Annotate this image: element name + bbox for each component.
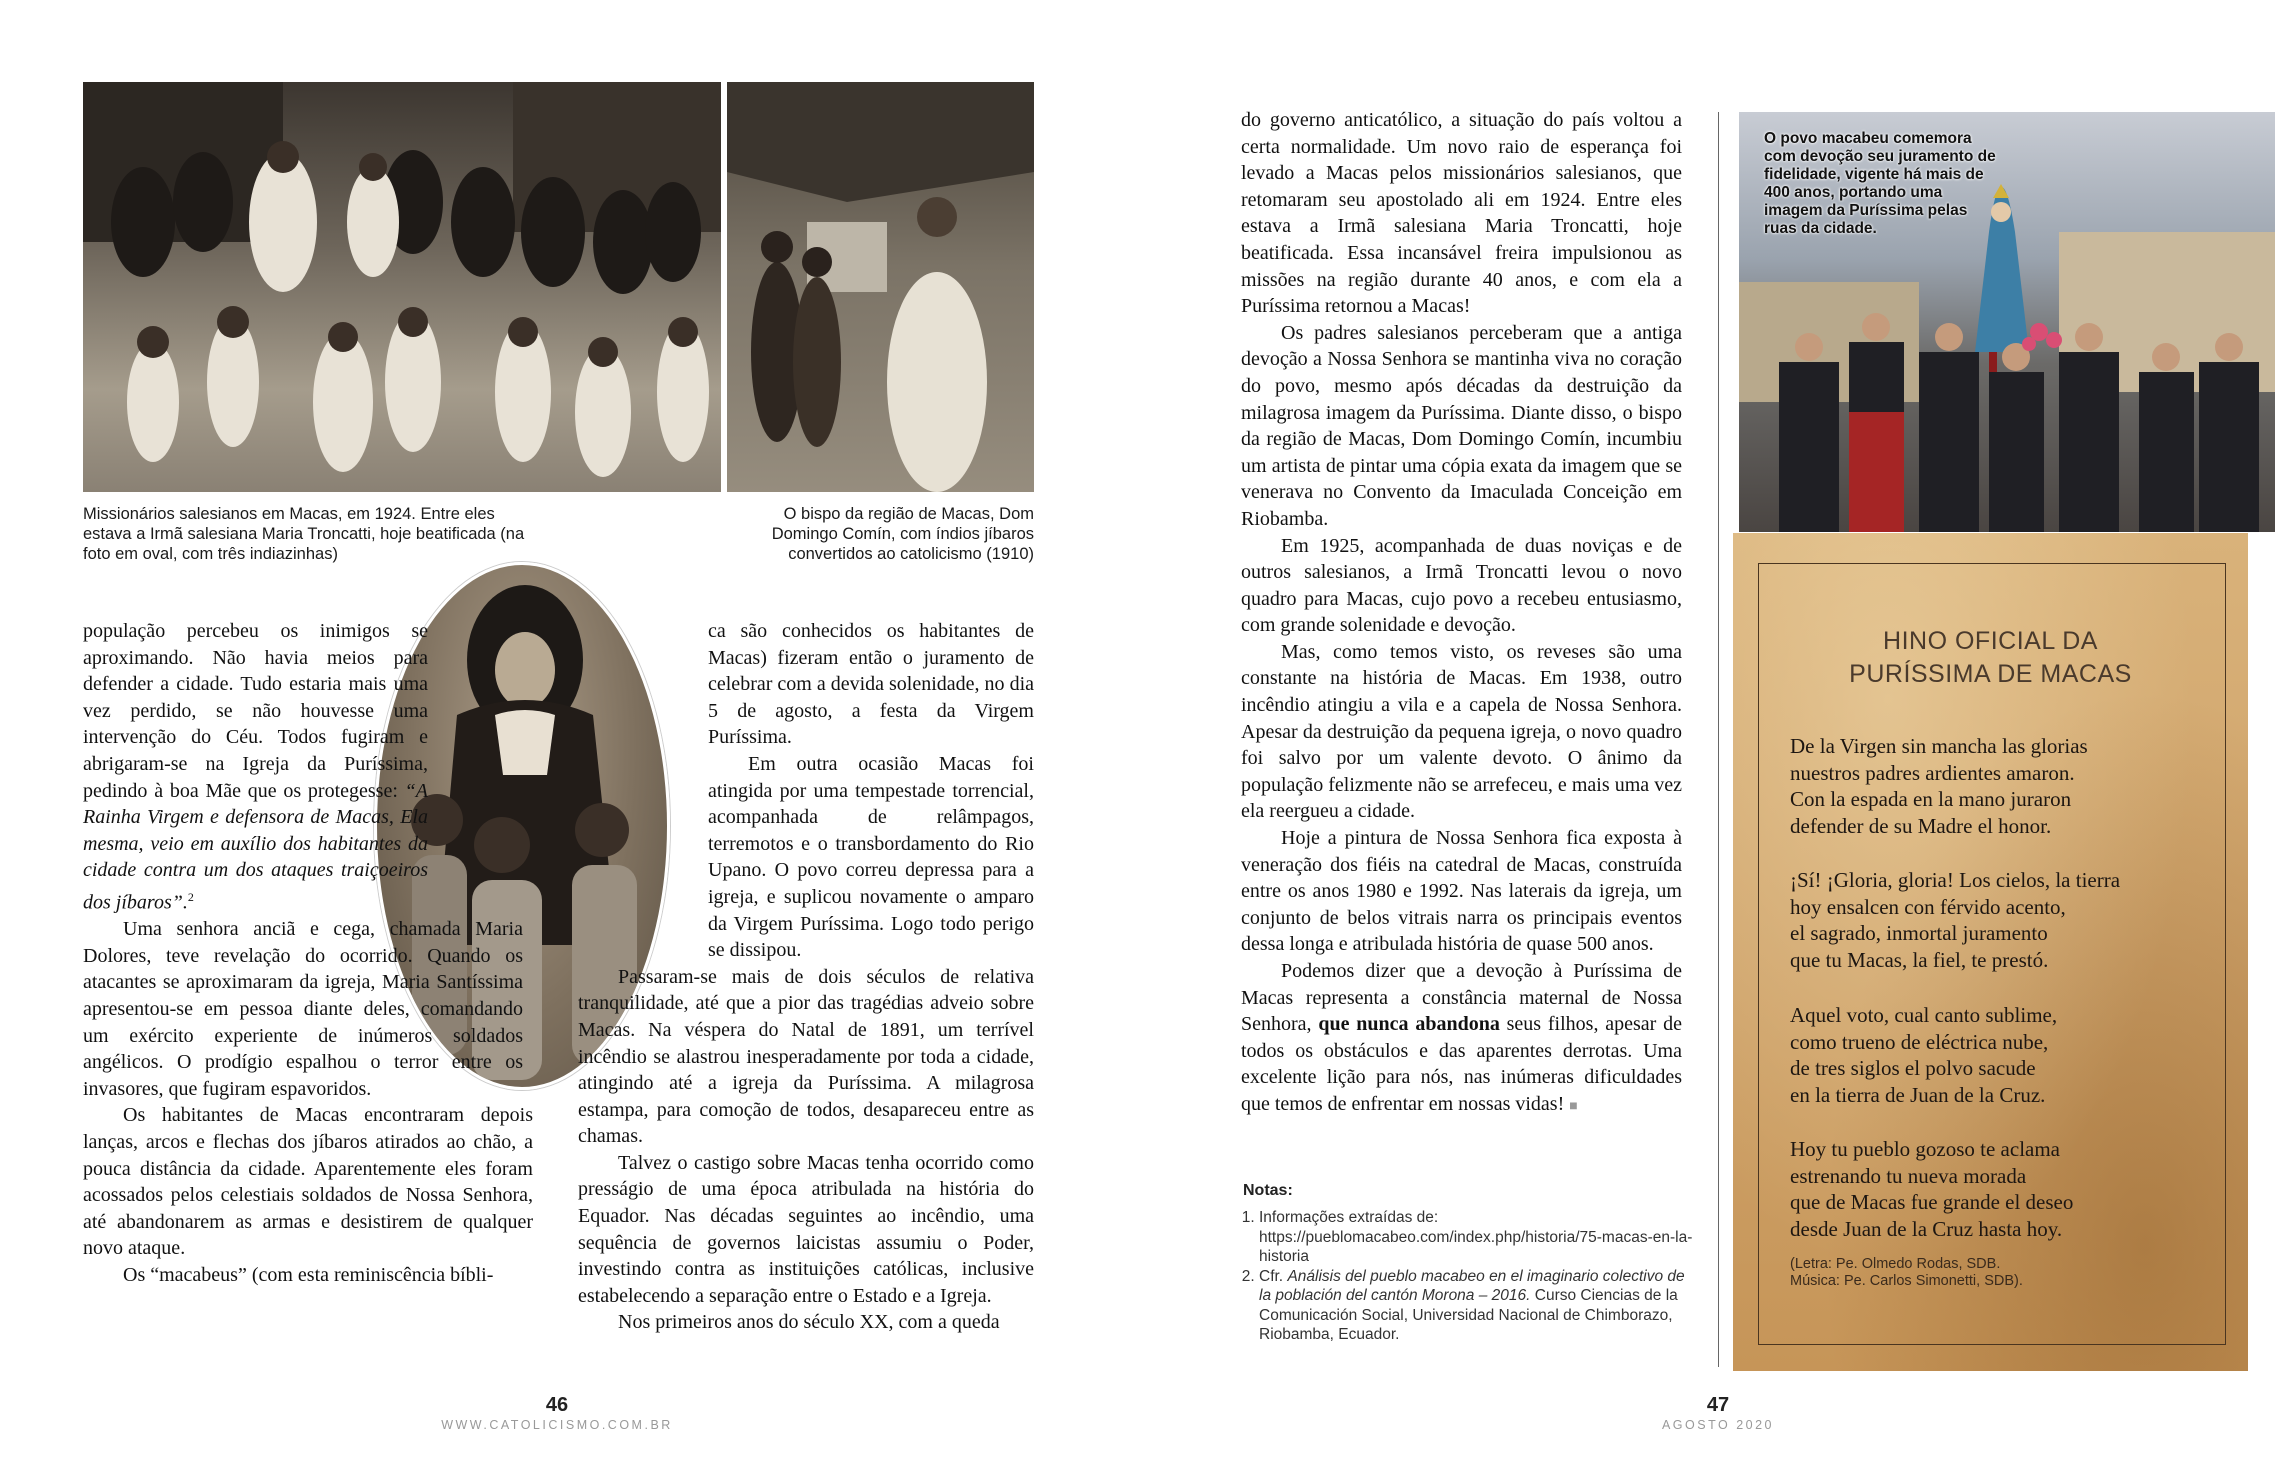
paragraph: [1241, 958, 1682, 1121]
missionaries-caption: Missionários salesianos em Macas, em 1924. Entre eles estava a Irmã salesiana Maria Troncatti, hoje beatificada (na foto em oval, com três indiazinhas): [83, 505, 525, 563]
page-number: 46: [545, 1394, 569, 1416]
bishop-caption: O bispo da região de Macas, Dom Domingo Comín, com índios jíbaros convertidos ao catolicismo (1910): [771, 505, 1034, 563]
paragraph-text: população percebeu os inimigos se aproximando. Não havia meios para defender a cidade. Tudo estaria mais uma vez perdido, se não houvesse uma intervenção do Céu. Todos fugiram e abrigaram-se na Igreja da Puríssima, pedindo à boa Mãe que os protegesse:: [83, 620, 428, 802]
hymn-line: como trueno de eléctrica nube,: [1790, 1029, 2049, 1054]
issue-date: AGOSTO 2020: [1661, 1418, 1775, 1432]
hymn-line: Hoy tu pueblo gozoso te aclama: [1790, 1137, 2061, 1161]
hymn-stanza: [1790, 1136, 2073, 1242]
column-divider: [1718, 112, 1719, 1367]
left-column-1: [83, 618, 533, 1289]
paragraph: Em 1925, acompanhada de duas noviças e de outros salesianos, a Irmã Troncatti levou o novo quadro para Macas, cujo povo a recebeu entusiasmo, com grande solenidade e devoção.: [1241, 534, 1682, 637]
procession-caption: O povo macabeu comemora com devoção seu juramento de fidelidade, vigente há mais de 400 anos, portando uma imagem da Puríssima pelas ruas da cidade.: [1764, 130, 1996, 237]
paragraph: Os “macabeus” (com esta reminiscência bíbli-: [123, 1263, 494, 1286]
paragraph: Passaram-se mais de dois séculos de relativa tranquilidade, até que a pior das tragédias adveio sobre Macas. Na véspera do Natal de 1891, um terrível incêndio se alastrou inesperadamente por toda a cidade, atingindo até a igreja da Puríssima. A milagrosa estampa, para comoção de todos, desapareceu entre as chamas.: [578, 965, 1034, 1148]
note-text: Curso Ciencias de la Comunicación Social, Universidad Nacional de Chimborazo, Riobamba, Ecuador.: [1259, 1287, 1678, 1343]
paragraph: Hoje a pintura de Nossa Senhora fica exposta à veneração dos fiéis na catedral de Macas, construída entre os anos 1980 e 1992. Nas laterais da igreja, um conjunto de belos vitrais narra os principais eventos dessa longa e atribulada história de quase 500 anos.: [1241, 827, 1682, 956]
paragraph: Em outra ocasião Macas foi atingida por uma tempestade torrencial, acompanhada de relâmpagos, terremotos e o transbordamento do Rio Upano. O povo correu depressa para a igreja, e suplicou novamente o amparo da Virgem Puríssima. Logo todo perigo se dissipou.: [708, 752, 1034, 962]
hymn-stanza: [1790, 733, 2088, 839]
paragraph: ca são conhecidos os habitantes de Macas) fizeram então o juramento de celebrar com a devida solenidade, no dia 5 de agosto, a festa da Virgem Puríssima.: [708, 620, 1034, 749]
hymn-credit: Música: Pe. Carlos Simonetti, SDB).: [1790, 1273, 2023, 1289]
hymn-line: que tu Macas, la fiel, te prestó.: [1790, 947, 2049, 972]
note-2: [1259, 1267, 1698, 1345]
end-mark: ■: [1569, 1098, 1578, 1114]
footnote-ref: 2: [187, 889, 194, 904]
notes: [1243, 1182, 1698, 1345]
paragraph: Os habitantes de Macas encontraram depois lanças, arcos e flechas dos jíbaros atirados ao chão, a pouca distância da cidade. Aparentemente eles foram acossados pelos celestiais soldados de Nossa Senhora, até abandonarem as armas e desistirem de qualquer novo ataque.: [83, 1104, 533, 1260]
hymn-line: estrenando tu nueva morada: [1790, 1163, 2027, 1188]
paragraph: Os padres salesianos perceberam que a antiga devoção a Nossa Senhora se mantinha viva no coração do povo, mesmo após décadas da destruição da milagrosa imagem da Puríssima. Diante disso, o bispo da região de Macas, Dom Domingo Comín, incumbiu um artista de pintar uma cópia exata da imagem que se venerava no Convento da Imaculada Conceição em Riobamba.: [1241, 321, 1682, 530]
paragraph: [83, 618, 533, 916]
hymn-line: hoy ensalcen con férvido acento,: [1790, 894, 2066, 919]
hymn-line: que de Macas fue grande el deseo: [1790, 1190, 2074, 1214]
left-folio: [437, 1394, 677, 1432]
missionaries-photo: [83, 82, 721, 492]
hymn-box: [1733, 533, 2248, 1371]
paragraph: do governo anticatólico, a situação do país voltou a certa normalidade. Um novo raio de esperança foi levado a Macas pelos missionários salesianos, que retomaram seu apostolado ali em 1924. Entre eles estava a Irmã salesiana Maria Troncatti, hoje beatificada. Essa incansável freira impulsionou as missões na região durante 40 anos, e com ela a Puríssima retornou a Macas!: [1241, 109, 1682, 318]
hymn-line: desde Juan de la Cruz hasta hoy.: [1790, 1216, 2063, 1241]
paragraph: Uma senhora anciã e cega, chamada Maria Dolores, teve revelação do ocorrido. Quando os atacantes se aproximaram da igreja, Maria Santíssima apresentou-se em pessoa diante deles, comandando um exército experiente de inúmeros soldados angélicos. O prodígio espalhou o terror entre os invasores, que fugiram espavoridos.: [83, 918, 523, 1100]
hymn-stanza: [1790, 867, 2120, 973]
hymn-line: en la tierra de Juan de la Cruz.: [1790, 1082, 2046, 1107]
note-italic: Análisis del pueblo macabeo en el imaginario colectivo de la población del cantón Morona – 2016.: [1259, 1267, 1685, 1304]
hymn-line: nuestros padres ardientes amaron.: [1790, 760, 2075, 785]
right-folio: [1598, 1394, 1838, 1432]
note-1: 1. Informações extraídas de: https://pueblomacabeo.com/index.php/historia/75-macas-en-la-historia: [1259, 1208, 1698, 1267]
procession-photo: [1739, 112, 2275, 532]
left-column-2: [578, 618, 1034, 1336]
hymn-title: [1733, 625, 2248, 691]
paragraph-text: seus filhos, apesar de todos os obstáculos e das aparentes derrotas. Uma excelente lição para nós, nas inúmeras dificuldades que temos de enfrentar em nossas vidas!: [1241, 1013, 1683, 1115]
hymn-credits: [1790, 1256, 2023, 1290]
hymn-credit: (Letra: Pe. Olmedo Rodas, SDB.: [1790, 1256, 2001, 1272]
notes-title: Notas:: [1243, 1182, 1293, 1199]
bold-text: que nunca abandona: [1318, 1013, 1500, 1036]
hymn-title-line: PURÍSSIMA DE MACAS: [1849, 660, 2132, 688]
hymn-line: ¡Sí! ¡Gloria, gloria! Los cielos, la tierra: [1790, 868, 2121, 892]
hymn-stanza: [1790, 1002, 2057, 1108]
paragraph: Talvez o castigo sobre Macas tenha ocorrido como presságio de uma época atribulada na história do Equador. Nas décadas seguintes ao incêndio, uma sequência de governos laicistas assumiu o Poder, investindo contra as instituições católicas, inclusive estabelecendo a separação entre o Estado e a Igreja.: [578, 1151, 1034, 1307]
hymn-title-line: HINO OFICIAL DA: [1883, 627, 2098, 655]
page-number: 47: [1706, 1394, 1730, 1416]
hymn-line: Aquel voto, cual canto sublime,: [1790, 1003, 2058, 1027]
paragraph: Mas, como temos visto, os reveses são uma constante na história de Macas. Em 1938, outro incêndio atingiu a vila e a capela de Nossa Senhora. Apesar da destruição da pequena igreja, o novo quadro foi salvo por um valente devoto. O ânimo da população felizmente não se arrefeceu, e mais uma vez ela reergueu a cidade.: [1241, 640, 1682, 823]
hymn-line: el sagrado, inmortal juramento: [1790, 921, 2048, 945]
right-column: [1241, 107, 1682, 1121]
quote-text: “A Rainha Virgem e defensora de Macas, Ela mesma, veio em auxílio dos habitantes da cidade contra um dos ataques traiçoeiros dos jíbaros”.: [83, 779, 429, 914]
hymn-line: Con la espada en la mano juraron: [1790, 787, 2072, 811]
hymn-line: defender de su Madre el honor.: [1790, 813, 2052, 838]
paragraph-text: Podemos dizer que a devoção à Puríssima de Macas representa a constância maternal de Nossa Senhora,: [1241, 960, 1682, 1036]
website: WWW.CATOLICISMO.COM.BR: [441, 1418, 673, 1432]
hymn-line: de tres siglos el polvo sacude: [1790, 1056, 2036, 1080]
bishop-photo: [727, 82, 1034, 492]
paragraph: Nos primeiros anos do século XX, com a queda: [618, 1311, 1000, 1334]
hymn-line: De la Virgen sin mancha las glorias: [1790, 734, 2088, 758]
note-text: Cfr.: [1259, 1267, 1284, 1285]
